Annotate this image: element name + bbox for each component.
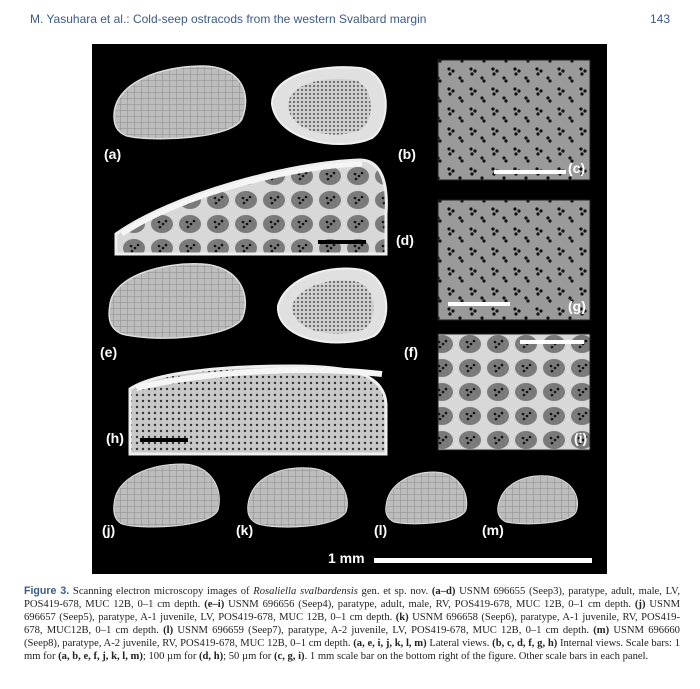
specimen-m (498, 476, 578, 524)
label-d: (d) (396, 232, 414, 248)
caption-text: Internal views. Scale bars: 1 mm for (24, 638, 680, 662)
figure-caption (24, 585, 680, 663)
specimen-j (114, 464, 220, 527)
caption-text: USNM 696656 (Seep4), paratype, adult, male, RV, POS419-678, MUC 12B, 0–1 cm depth. (224, 599, 635, 610)
label-h: (h) (106, 430, 124, 446)
caption-ref: (l) (163, 625, 174, 636)
label-g: (g) (568, 298, 586, 314)
caption-species: Rosaliella svalbardensis (253, 586, 358, 597)
specimen-a (114, 66, 246, 139)
caption-ref: (b, c, d, f, g, h) (492, 638, 558, 649)
caption-text: ; 50 µm for (223, 651, 274, 662)
label-f: (f) (404, 344, 418, 360)
specimen-k (248, 468, 348, 527)
caption-text: USNM 696655 (Seep3), paratype, adult, male, LV, POS419-678, MUC 12B, 0–1 cm depth. (24, 586, 680, 610)
specimen-l (386, 472, 467, 524)
label-e: (e) (100, 344, 118, 360)
label-a: (a) (104, 146, 122, 162)
label-c: (c) (568, 160, 586, 176)
caption-text: USNM 696658 (Seep6), paratype, A-1 juvenile, RV, POS419-678, MUC12B, 0–1 cm depth. (24, 612, 680, 636)
caption-text: USNM 696659 (Seep7), paratype, A-2 juvenile, LV, POS419-678, MUC 12B, 0–1 cm depth. (173, 625, 594, 636)
specimen-h (130, 366, 386, 454)
label-b: (b) (398, 146, 416, 162)
caption-ref: (m) (593, 625, 610, 636)
caption-text: Scanning electron microscopy images of (69, 586, 254, 597)
caption-ref: (a, b, e, f, j, k, l, m) (58, 651, 143, 662)
label-j: (j) (102, 522, 116, 538)
main-scale-bar (374, 558, 592, 563)
caption-figure-label: Figure 3. (24, 585, 70, 597)
caption-text: ; 100 µm for (142, 651, 200, 662)
page-number: 143 (649, 12, 670, 26)
caption-ref: (a–d) (431, 586, 456, 597)
label-i: (i) (574, 430, 588, 446)
caption-text: Lateral views. (426, 638, 493, 649)
panel-i-inset (438, 334, 590, 450)
caption-ref: (k) (395, 612, 409, 623)
caption-ref: (e–i) (204, 599, 225, 610)
specimen-e (109, 264, 245, 338)
caption-text: . 1 mm scale bar on the bottom right of the figure. Other scale bars in each panel. (304, 651, 649, 662)
scale-label: 1 mm (328, 550, 365, 566)
caption-text: USNM 696660 (Seep8), paratype, A-2 juvenile, RV, POS419-678, MUC 12B, 0–1 cm depth. (24, 625, 680, 649)
figure-plate (92, 44, 607, 574)
caption-ref: (j) (634, 599, 646, 610)
specimen-d (116, 160, 386, 254)
caption-text: gen. et sp. nov. (357, 586, 432, 597)
specimen-b (272, 67, 386, 144)
label-m: (m) (482, 522, 504, 538)
caption-text: USNM 696657 (Seep5), paratype, A-1 juvenile, LV, POS419-678, MUC 12B, 0–1 cm depth. (24, 599, 680, 623)
figure-artwork (92, 44, 607, 574)
running-head: M. Yasuhara et al.: Cold-seep ostracods from the western Svalbard margin (30, 12, 427, 26)
label-k: (k) (236, 522, 254, 538)
caption-ref: (c, g, i) (273, 651, 305, 662)
label-l: (l) (374, 522, 388, 538)
caption-ref: (a, e, i, j, k, l, m) (353, 638, 427, 649)
caption-ref: (d, h) (199, 651, 224, 662)
specimen-f (278, 269, 386, 343)
